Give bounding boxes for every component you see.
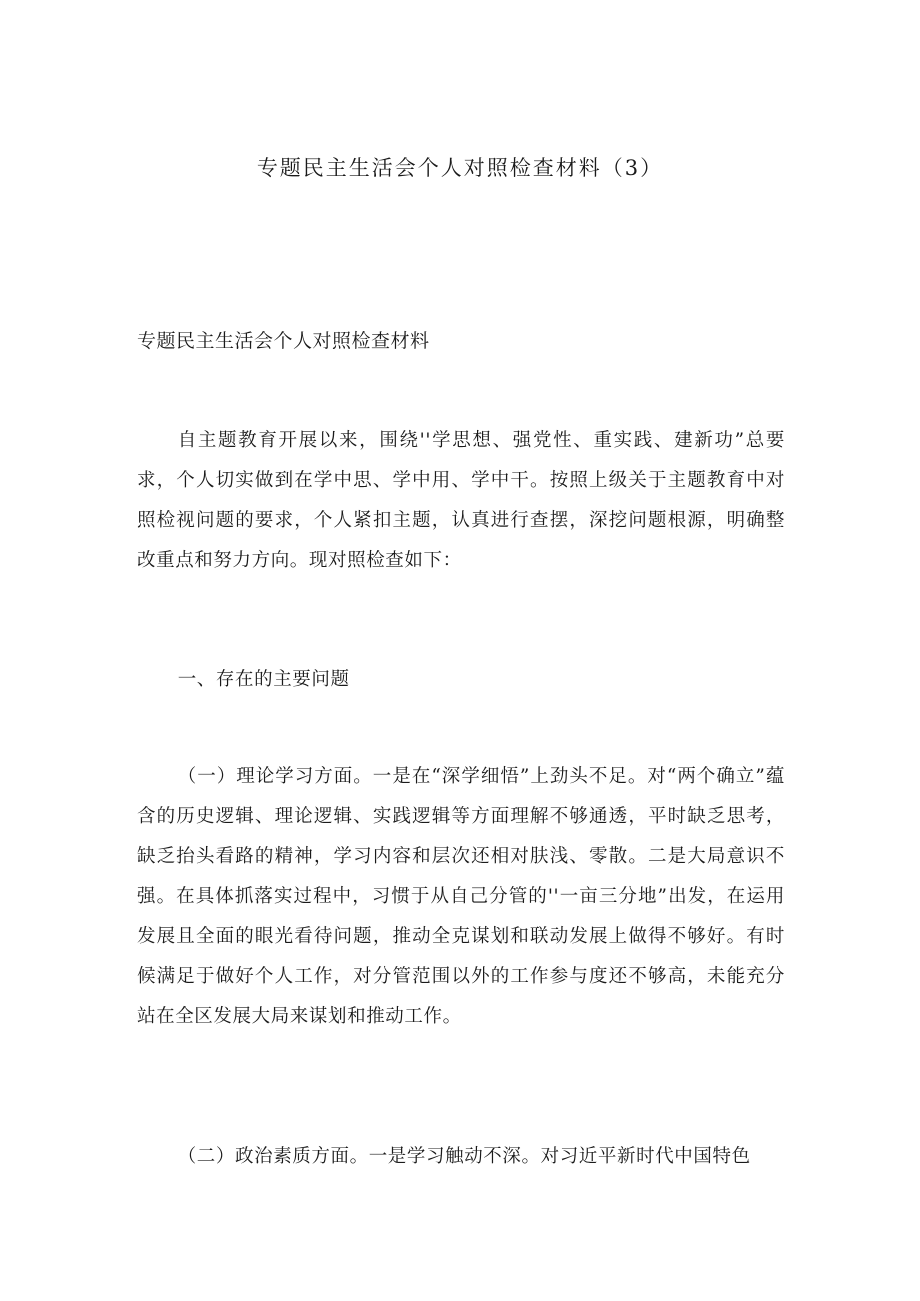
section-heading-problems: 一、存在的主要问题	[177, 669, 350, 690]
document-subtitle: 专题民主生活会个人对照检查材料	[137, 330, 430, 352]
theory-study-paragraph: （一）理论学习方面。一是在“深学细悟”上劲头不足。对“两个确立”蕴含的历史逻辑、理论逻辑、实践逻辑等方面理解不够通透，平时缺乏思考，缺乏抬头看路的精神，学习内容和层次还相对肤浅、零散。二是大局意识不强。在具体抓落实过程中，习惯于从自己分管的''一亩三分地”出发，在运用发展且全面的眼光看待问题，推动全克谋划和联动发展上做得不够好。有时候满足于做好个人工作，对分管范围以外的工作参与度还不够高，未能充分站在全区发展大局来谋划和推动工作。	[137, 766, 785, 1027]
intro-paragraph: 自主题教育开展以来，围绕''学思想、强党性、重实践、建新功”总要求，个人切实做到在学中思、学中用、学中干。按照上级关于主题教育中对照检视问题的要求，个人紧扣主题，认真进行查摆，深挖问题根源，明确整改重点和努力方向。现对照检查如下：	[137, 430, 785, 571]
political-quality-paragraph: （二）政治素质方面。一是学习触动不深。对习近平新时代中国特色	[177, 1146, 751, 1167]
document-title: 专题民主生活会个人对照检查材料（3）	[256, 156, 664, 180]
